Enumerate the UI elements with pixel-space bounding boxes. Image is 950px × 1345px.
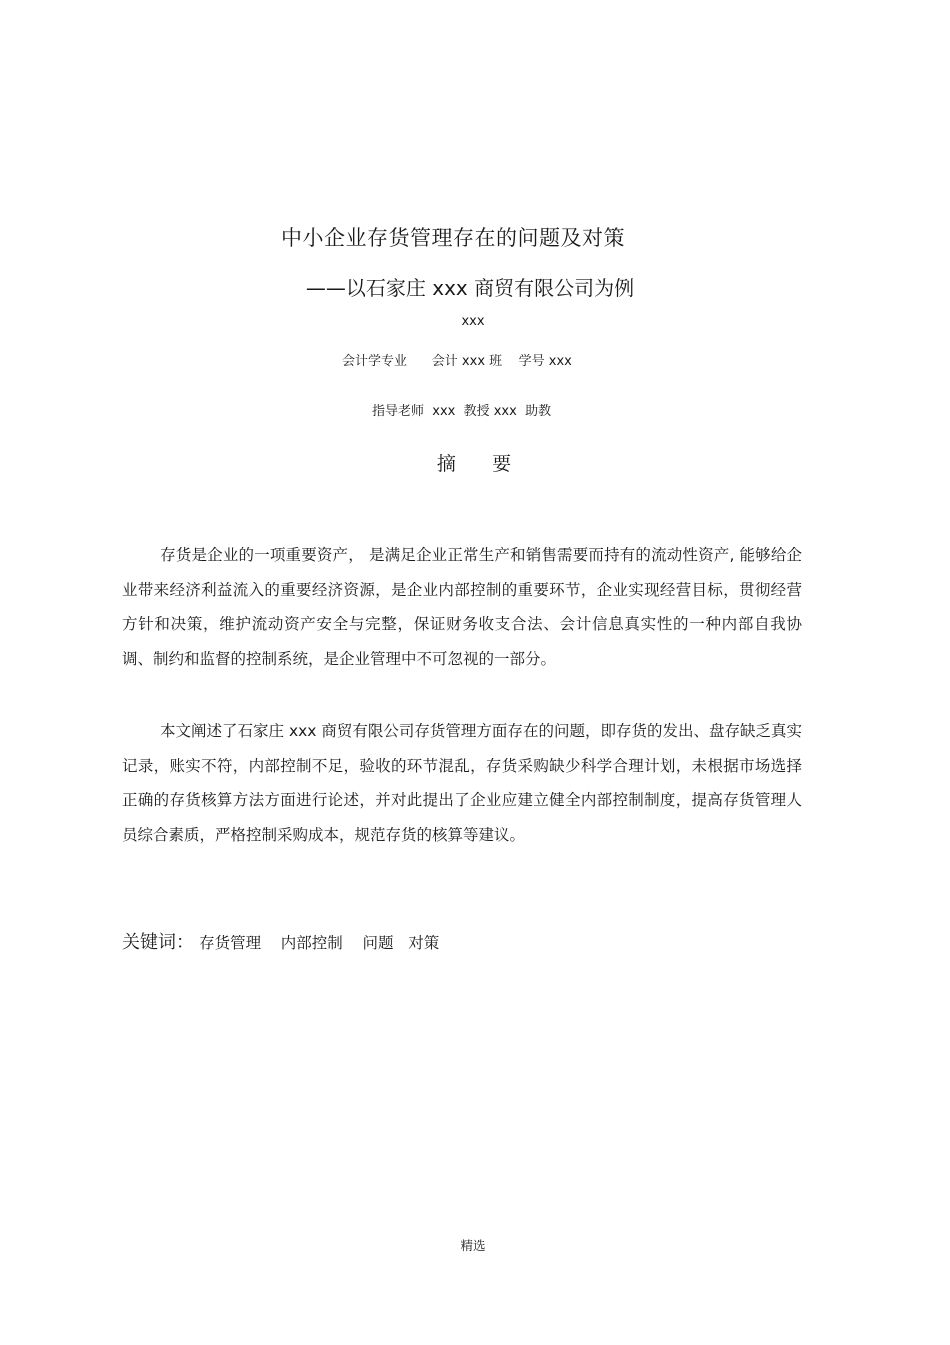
keywords-list: 存货管理 内部控制 问题 对策: [199, 934, 440, 952]
abstract-heading: 摘 要: [436, 453, 512, 475]
paragraph-2-text: 本文阐述了石家庄 xxx 商贸有限公司存货管理方面存在的问题，即存货的发出、盘存缺乏真实记录，账实不符，内部控制不足，验收的环节混乱，存货采购缺少科学合理计划，未根据市场选择正确的存货核算方法方面进行论述，并对此提出了企业应建立健全内部控制制度，提高存货管理人员综合素质，严格控制采购成本，规范存货的核算等建议。: [122, 722, 802, 844]
abstract-paragraph-1: [122, 538, 802, 676]
advisor-line: 指导老师 xxx 教授 xxx 助教: [372, 404, 552, 419]
major-class-line: 会计学专业 会计 xxx 班 学号 xxx: [342, 354, 572, 369]
document-title: 中小企业存货管理存在的问题及对策: [281, 226, 625, 250]
page-footer: 精选: [460, 1238, 486, 1253]
keywords-label: 关键词：: [122, 932, 194, 953]
keywords-line: [122, 928, 439, 954]
paragraph-1-text: 存货是企业的一项重要资产， 是满足企业正常生产和销售需要而持有的流动性资产, 能够给企业带来经济利益流入的重要经济资源，是企业内部控制的重要环节，企业实现经营目标，贯彻经营方针和决策，维护流动资产安全与完整，保证财务收支合法、会计信息真实性的一种内部自我协调、制约和监督的控制系统，是企业管理中不可忽视的一部分。: [122, 546, 802, 668]
document-subtitle: ——以石家庄 xxx 商贸有限公司为例: [305, 276, 635, 300]
author-name: xxx: [461, 314, 485, 329]
abstract-paragraph-2: [122, 714, 802, 852]
